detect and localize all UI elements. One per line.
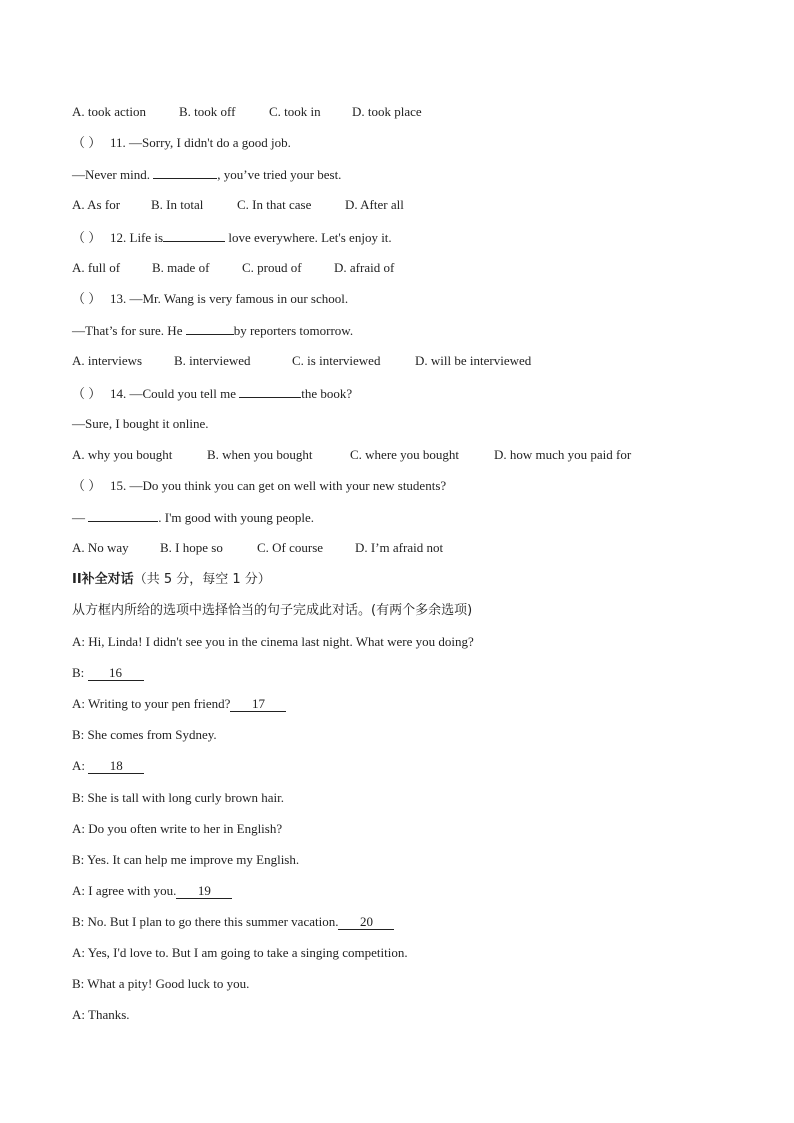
q14-option-b: B. when you bought [207, 447, 313, 462]
q14-answer-paren: （ ） [72, 386, 102, 401]
dialogue-line [72, 758, 144, 774]
q14-reply [72, 416, 209, 432]
q11-option-a: A. As for [72, 197, 121, 212]
q11-reply-after: , you’ve tried your best. [217, 167, 342, 182]
q12-stem-before: 12. Life is [110, 230, 164, 245]
q15-option-a: A. No way [72, 540, 129, 555]
dialogue-line [72, 914, 394, 930]
section-2-title-note: （共 5 分，每空 1 分） [133, 572, 271, 587]
q15-stem [72, 478, 446, 494]
dialogue-blank-20[interactable]: 20 [338, 915, 394, 930]
dialogue-line-text: B: She is tall with long curly brown hair. [72, 790, 284, 805]
q14-stem [72, 385, 352, 401]
q13-reply-before: —That’s for sure. He [72, 323, 186, 338]
dialogue-line-text: B: What a pity! Good luck to you. [72, 976, 250, 991]
q15-stem-text: 15. —Do you think you can get on well with your new students? [110, 478, 447, 493]
q14-stem-after: the book? [301, 386, 353, 401]
q11-answer-paren: （ ） [72, 135, 102, 150]
dialogue-line [72, 883, 232, 899]
q14-reply-text: —Sure, I bought it online. [72, 416, 209, 431]
q15-blank [88, 509, 158, 522]
q13-answer-paren: （ ） [72, 291, 102, 306]
q11-option-b: B. In total [151, 197, 204, 212]
q10-option-a: A. took action [72, 104, 147, 119]
dialogue-line [72, 634, 474, 650]
q12-stem [72, 229, 392, 245]
q11-option-c: C. In that case [237, 197, 312, 212]
q15-reply-after: . I'm good with young people. [158, 510, 315, 525]
section-2-title: II补全对话 [72, 572, 134, 587]
dialogue-blank-16[interactable]: 16 [88, 666, 144, 681]
q15-reply [72, 509, 314, 525]
q15-reply-before: — [72, 510, 89, 525]
q12-answer-paren: （ ） [72, 230, 102, 245]
dialogue-line [72, 976, 249, 992]
q13-option-b: B. interviewed [174, 353, 251, 368]
section-2-heading [72, 571, 271, 587]
dialogue-line [72, 1007, 130, 1023]
dialogue-blank-18[interactable]: 18 [88, 759, 144, 774]
dialogue-line-text: A: Hi, Linda! I didn't see you in the cinema last night. What were you doing? [72, 634, 474, 649]
q10-option-b: B. took off [179, 104, 236, 119]
q15-option-b: B. I hope so [160, 540, 223, 555]
q14-stem-before: 14. —Could you tell me [110, 386, 240, 401]
dialogue-line-text: A: Thanks. [72, 1007, 130, 1022]
q10-option-c: C. took in [269, 104, 321, 119]
section-2-instruction: 从方框内所给的选项中选择恰当的句子完成此对话。(有两个多余选项) [72, 603, 473, 618]
q13-reply [72, 322, 353, 338]
q11-stem-text: 11. —Sorry, I didn't do a good job. [110, 135, 291, 150]
q13-stem [72, 291, 348, 307]
q15-option-c: C. Of course [257, 540, 324, 555]
q13-blank [186, 322, 234, 335]
q12-option-c: C. proud of [242, 260, 302, 275]
dialogue-blank-17[interactable]: 17 [230, 697, 286, 712]
q12-option-d: D. afraid of [334, 260, 395, 275]
q15-answer-paren: （ ） [72, 478, 102, 493]
q13-stem-text: 13. —Mr. Wang is very famous in our school. [110, 291, 349, 306]
dialogue-line [72, 727, 217, 743]
q13-option-d: D. will be interviewed [415, 353, 532, 368]
dialogue-line-text: A: Yes, I'd love to. But I am going to take a singing competition. [72, 945, 408, 960]
dialogue-line-text: B: Yes. It can help me improve my English. [72, 852, 300, 867]
dialogue-line [72, 821, 282, 837]
dialogue-line [72, 696, 286, 712]
dialogue-line [72, 852, 299, 868]
dialogue-blank-19[interactable]: 19 [176, 884, 232, 899]
q12-option-a: A. full of [72, 260, 121, 275]
dialogue-line-text: A: I agree with you. [72, 883, 177, 898]
dialogue-line [72, 790, 284, 806]
dialogue-line-text: B: She comes from Sydney. [72, 727, 217, 742]
dialogue-line-text: B: [72, 665, 88, 680]
dialogue-line-text: A: Writing to your pen friend? [72, 696, 231, 711]
dialogue-line [72, 945, 408, 961]
q13-option-a: A. interviews [72, 353, 143, 368]
q12-option-b: B. made of [152, 260, 210, 275]
q12-blank [163, 229, 225, 242]
q11-reply [72, 166, 341, 182]
dialogue-line-text: A: Do you often write to her in English? [72, 821, 283, 836]
q13-reply-after: by reporters tomorrow. [233, 323, 354, 338]
q12-stem-after: love everywhere. Let's enjoy it. [225, 230, 392, 245]
q14-option-d: D. how much you paid for [494, 447, 632, 462]
q14-option-c: C. where you bought [350, 447, 460, 462]
q15-option-d: D. I’m afraid not [355, 540, 444, 555]
q11-option-d: D. After all [345, 197, 404, 212]
q10-option-d: D. took place [352, 104, 422, 119]
q11-stem [72, 135, 291, 151]
dialogue-line-text: A: [72, 758, 89, 773]
q11-reply-before: —Never mind. [72, 167, 154, 182]
q11-blank [153, 166, 217, 179]
q14-option-a: A. why you bought [72, 447, 173, 462]
q14-blank [239, 385, 301, 398]
dialogue-line [72, 665, 144, 681]
q13-option-c: C. is interviewed [292, 353, 381, 368]
dialogue-line-text: B: No. But I plan to go there this summer vacation. [72, 914, 339, 929]
